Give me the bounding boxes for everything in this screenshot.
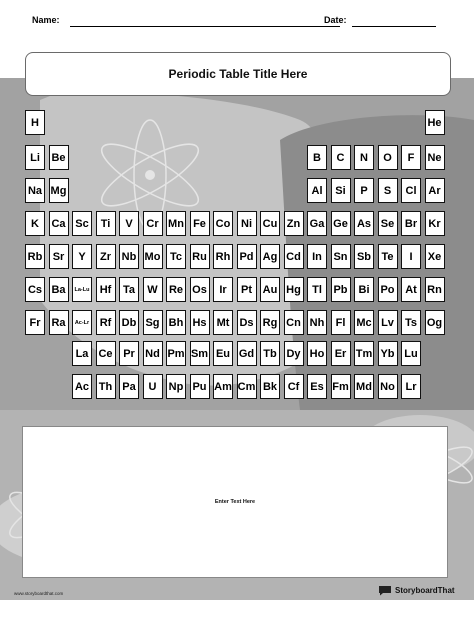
element-cell-br[interactable]: Br [401, 211, 421, 236]
element-cell-tm[interactable]: Tm [354, 341, 374, 366]
element-cell-rn[interactable]: Rn [425, 277, 445, 302]
logo-text: StoryboardThat [395, 586, 455, 595]
element-cell-la[interactable]: La [72, 341, 92, 366]
worksheet-header [20, 12, 460, 32]
element-cell-ru[interactable]: Ru [190, 244, 210, 269]
footer-url: www.storyboardthat.com [14, 591, 64, 596]
element-cell-ta[interactable]: Ta [119, 277, 139, 302]
element-cell-ni[interactable]: Ni [237, 211, 257, 236]
element-cell-og[interactable]: Og [425, 310, 445, 335]
element-cell-mg[interactable]: Mg [49, 178, 69, 203]
element-cell-es[interactable]: Es [307, 374, 327, 399]
element-cell-ne[interactable]: Ne [425, 145, 445, 170]
page-title: Periodic Table Title Here [168, 67, 308, 81]
element-cell-v[interactable]: V [119, 211, 139, 236]
element-cell-cl[interactable]: Cl [401, 178, 421, 203]
element-cell-xe[interactable]: Xe [425, 244, 445, 269]
element-cell-s[interactable]: S [378, 178, 398, 203]
element-cell-ir[interactable]: Ir [213, 277, 233, 302]
element-cell-i[interactable]: I [401, 244, 421, 269]
element-cell-tl[interactable]: Tl [307, 277, 327, 302]
storyboardthat-logo [378, 585, 455, 596]
element-cell-cf[interactable]: Cf [284, 374, 304, 399]
element-cell-se[interactable]: Se [378, 211, 398, 236]
element-cell-ac[interactable]: Ac [72, 374, 92, 399]
element-cell-hg[interactable]: Hg [284, 277, 304, 302]
element-cell-pb[interactable]: Pb [331, 277, 351, 302]
element-cell-tb[interactable]: Tb [260, 341, 280, 366]
element-cell-cd[interactable]: Cd [284, 244, 304, 269]
element-cell-pa[interactable]: Pa [119, 374, 139, 399]
element-cell-rh[interactable]: Rh [213, 244, 233, 269]
element-cell-po[interactable]: Po [378, 277, 398, 302]
element-cell-er[interactable]: Er [331, 341, 351, 366]
element-cell-no[interactable]: No [378, 374, 398, 399]
element-cell-fm[interactable]: Fm [331, 374, 351, 399]
element-cell-ge[interactable]: Ge [331, 211, 351, 236]
name-field[interactable] [70, 26, 340, 27]
element-cell-hs[interactable]: Hs [190, 310, 210, 335]
element-cell-dy[interactable]: Dy [284, 341, 304, 366]
element-cell-lr[interactable]: Lr [401, 374, 421, 399]
text-box-placeholder: Enter Text Here [214, 499, 256, 505]
element-cell-nb[interactable]: Nb [119, 244, 139, 269]
element-cell-sn[interactable]: Sn [331, 244, 351, 269]
text-box[interactable] [22, 426, 448, 578]
element-cell-th[interactable]: Th [96, 374, 116, 399]
element-cell-zr[interactable]: Zr [96, 244, 116, 269]
element-cell-be[interactable]: Be [49, 145, 69, 170]
element-cell-tc[interactable]: Tc [166, 244, 186, 269]
element-cell-ts[interactable]: Ts [401, 310, 421, 335]
element-cell-h[interactable]: H [25, 110, 45, 135]
element-cell-si[interactable]: Si [331, 178, 351, 203]
logo-icon [378, 585, 392, 596]
element-cell-mt[interactable]: Mt [213, 310, 233, 335]
element-cell-am[interactable]: Am [213, 374, 233, 399]
element-cell-bh[interactable]: Bh [166, 310, 186, 335]
element-cell-md[interactable]: Md [354, 374, 374, 399]
element-cell-ca[interactable]: Ca [49, 211, 69, 236]
element-cell-p[interactable]: P [354, 178, 374, 203]
element-cell-mo[interactable]: Mo [143, 244, 163, 269]
element-cell-fe[interactable]: Fe [190, 211, 210, 236]
element-cell-re[interactable]: Re [166, 277, 186, 302]
element-cell-as[interactable]: As [354, 211, 374, 236]
element-cell-in[interactable]: In [307, 244, 327, 269]
element-cell-pu[interactable]: Pu [190, 374, 210, 399]
element-cell-pt[interactable]: Pt [237, 277, 257, 302]
element-cell-fl[interactable]: Fl [331, 310, 351, 335]
element-cell-ar[interactable]: Ar [425, 178, 445, 203]
element-cell-cr[interactable]: Cr [143, 211, 163, 236]
element-cell-co[interactable]: Co [213, 211, 233, 236]
element-cell-lv[interactable]: Lv [378, 310, 398, 335]
element-cell-sm[interactable]: Sm [190, 341, 210, 366]
element-cell-rf[interactable]: Rf [96, 310, 116, 335]
element-cell-sr[interactable]: Sr [49, 244, 69, 269]
name-label: Name: [32, 15, 60, 25]
element-cell-lu[interactable]: Lu [401, 341, 421, 366]
element-cell-cs[interactable]: Cs [25, 277, 45, 302]
element-cell-bi[interactable]: Bi [354, 277, 374, 302]
element-cell-la-lu[interactable]: La-Lu [72, 277, 92, 302]
date-label: Date: [324, 15, 347, 25]
element-cell-f[interactable]: F [401, 145, 421, 170]
element-cell-at[interactable]: At [401, 277, 421, 302]
element-cell-b[interactable]: B [307, 145, 327, 170]
element-cell-u[interactable]: U [143, 374, 163, 399]
element-cell-yb[interactable]: Yb [378, 341, 398, 366]
element-cell-rb[interactable]: Rb [25, 244, 45, 269]
element-cell-mn[interactable]: Mn [166, 211, 186, 236]
element-cell-pd[interactable]: Pd [237, 244, 257, 269]
element-cell-ho[interactable]: Ho [307, 341, 327, 366]
element-cell-sc[interactable]: Sc [72, 211, 92, 236]
date-field[interactable] [352, 26, 436, 27]
element-cell-db[interactable]: Db [119, 310, 139, 335]
element-cell-ba[interactable]: Ba [49, 277, 69, 302]
element-cell-he[interactable]: He [425, 110, 445, 135]
element-cell-sb[interactable]: Sb [354, 244, 374, 269]
element-cell-w[interactable]: W [143, 277, 163, 302]
element-cell-zn[interactable]: Zn [284, 211, 304, 236]
element-cell-cm[interactable]: Cm [237, 374, 257, 399]
element-cell-n[interactable]: N [354, 145, 374, 170]
element-cell-ga[interactable]: Ga [307, 211, 327, 236]
element-cell-bk[interactable]: Bk [260, 374, 280, 399]
element-cell-sg[interactable]: Sg [143, 310, 163, 335]
element-cell-li[interactable]: Li [25, 145, 45, 170]
element-cell-au[interactable]: Au [260, 277, 280, 302]
element-cell-hf[interactable]: Hf [96, 277, 116, 302]
element-cell-cu[interactable]: Cu [260, 211, 280, 236]
element-cell-pr[interactable]: Pr [119, 341, 139, 366]
element-cell-cn[interactable]: Cn [284, 310, 304, 335]
element-cell-na[interactable]: Na [25, 178, 45, 203]
element-cell-k[interactable]: K [25, 211, 45, 236]
element-cell-os[interactable]: Os [190, 277, 210, 302]
element-cell-eu[interactable]: Eu [213, 341, 233, 366]
element-cell-o[interactable]: O [378, 145, 398, 170]
element-cell-ce[interactable]: Ce [96, 341, 116, 366]
element-cell-ti[interactable]: Ti [96, 211, 116, 236]
element-cell-np[interactable]: Np [166, 374, 186, 399]
element-cell-pm[interactable]: Pm [166, 341, 186, 366]
element-cell-ra[interactable]: Ra [49, 310, 69, 335]
element-cell-te[interactable]: Te [378, 244, 398, 269]
element-cell-gd[interactable]: Gd [237, 341, 257, 366]
element-cell-nd[interactable]: Nd [143, 341, 163, 366]
element-cell-ag[interactable]: Ag [260, 244, 280, 269]
element-cell-fr[interactable]: Fr [25, 310, 45, 335]
element-cell-mc[interactable]: Mc [354, 310, 374, 335]
element-cell-al[interactable]: Al [307, 178, 327, 203]
title-box[interactable] [25, 52, 451, 96]
element-cell-c[interactable]: C [331, 145, 351, 170]
element-cell-ac-lr[interactable]: Ac-Lr [72, 310, 92, 335]
element-cell-nh[interactable]: Nh [307, 310, 327, 335]
element-cell-kr[interactable]: Kr [425, 211, 445, 236]
element-cell-ds[interactable]: Ds [237, 310, 257, 335]
element-cell-rg[interactable]: Rg [260, 310, 280, 335]
element-cell-y[interactable]: Y [72, 244, 92, 269]
